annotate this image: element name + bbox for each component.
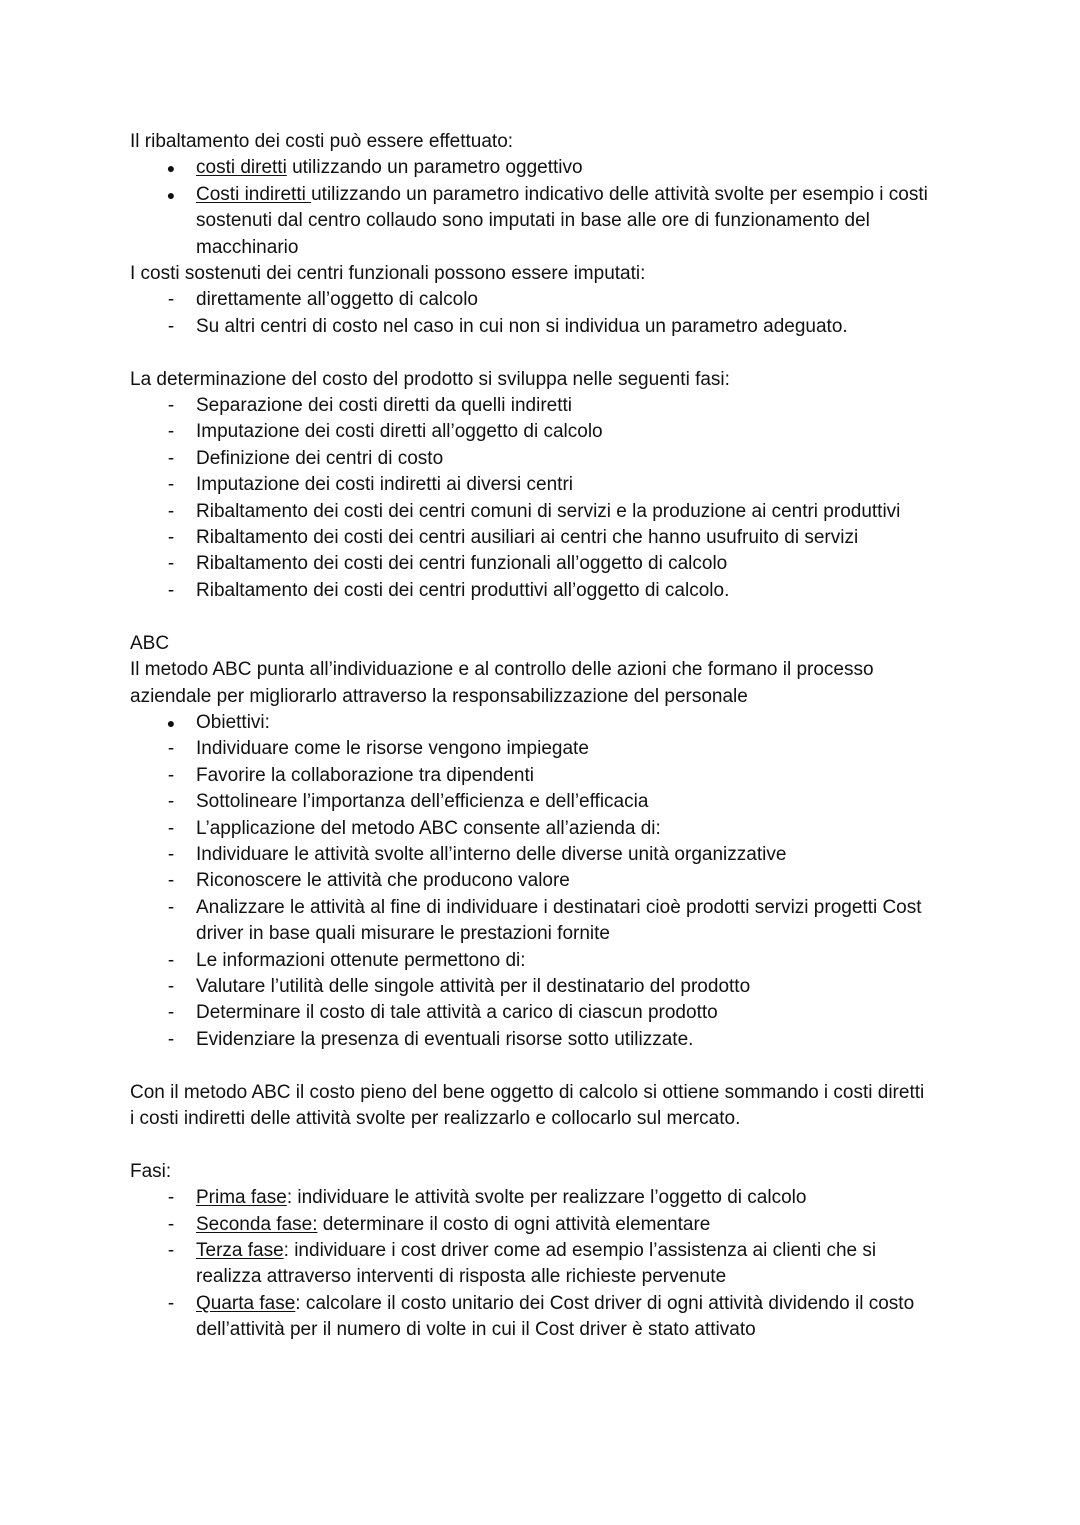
- section3-list: [130, 710, 990, 1053]
- list-item-text: Riconoscere le attività che producono valore: [196, 870, 570, 892]
- list-item: [130, 895, 990, 948]
- bullet-icon: ●: [166, 160, 176, 177]
- list-item: [130, 1238, 990, 1291]
- section1-intro: Il ribaltamento dei costi può essere effettuato:: [130, 131, 514, 152]
- list-item-text: Ribaltamento dei costi dei centri comuni di servizi e la produzione ai centri produttivi: [196, 500, 901, 522]
- list-item-text: direttamente all’oggetto di calcolo: [196, 289, 479, 311]
- list-item: [130, 525, 990, 551]
- list-item: [130, 551, 990, 577]
- dash-icon: -: [167, 791, 175, 813]
- dash-icon: -: [167, 738, 175, 760]
- section1-intro2: I costi sostenuti dei centri funzionali possono essere imputati:: [130, 263, 646, 285]
- spacer: [130, 604, 990, 630]
- list-item: [130, 155, 990, 181]
- bullet-icon: ●: [166, 714, 176, 731]
- dash-icon: -: [167, 527, 175, 549]
- list-item: [130, 736, 990, 762]
- section2-intro: La determinazione del costo del prodotto si sviluppa nelle seguenti fasi:: [130, 368, 730, 390]
- list-item: [130, 710, 990, 736]
- section4-paragraph: Con il metodo ABC il costo pieno del bene oggetto di calcolo si ottiene sommando i costi diretti i costi indiretti delle attività svolte per realizzarlo e collocarlo sul mercato.: [130, 1081, 925, 1129]
- list-item-text: Imputazione dei costi diretti all’oggetto di calcolo: [196, 421, 603, 443]
- dash-icon: -: [167, 975, 175, 997]
- list-item-text: Determinare il costo di tale attività a carico di ciascun prodotto: [196, 1002, 718, 1024]
- phases-list: [130, 1185, 990, 1343]
- list-item: [130, 1291, 990, 1344]
- dash-icon: -: [167, 1292, 175, 1314]
- phase-text: : individuare le attività svolte per realizzare l’oggetto di calcolo: [286, 1187, 807, 1209]
- dash-icon: -: [167, 1028, 175, 1050]
- dash-icon: -: [167, 949, 175, 971]
- list-item: [130, 499, 990, 525]
- dash-icon: -: [167, 1187, 175, 1209]
- section-heading-fasi: Fasi:: [130, 1160, 172, 1182]
- list-item-text: utilizzando un parametro oggettivo: [286, 157, 583, 179]
- list-item-text: Individuare le attività svolte all’interno delle diverse unità organizzative: [196, 843, 787, 865]
- list-item: [130, 446, 990, 472]
- spacer: [130, 1053, 990, 1079]
- dash-icon: -: [167, 289, 175, 311]
- dash-icon: -: [167, 1213, 175, 1235]
- dash-icon: -: [167, 315, 175, 337]
- phase-label: Terza fase: [196, 1240, 284, 1261]
- list-item-text: Obiettivi:: [196, 711, 270, 733]
- document-page: [130, 129, 990, 1344]
- list-item: [130, 974, 990, 1000]
- list-item-text: Sottolineare l’importanza dell’efficienza e dell’efficacia: [196, 791, 649, 813]
- bullet-icon: ●: [166, 186, 176, 203]
- dash-icon: -: [167, 395, 175, 417]
- dash-icon: -: [167, 1002, 175, 1024]
- dash-icon: -: [167, 500, 175, 522]
- list-item-text: Ribaltamento dei costi dei centri funzionali all’oggetto di calcolo: [196, 553, 728, 575]
- phase-label: Quarta fase: [196, 1292, 296, 1314]
- phase-label: Seconda fase:: [196, 1213, 318, 1235]
- list-item: [130, 287, 990, 313]
- list-item-text: Su altri centri di costo nel caso in cui non si individua un parametro adeguato.: [196, 315, 848, 337]
- list-item: [130, 763, 990, 789]
- section2-list: [130, 393, 990, 604]
- list-item: [130, 314, 990, 340]
- list-item-text: Definizione dei centri di costo: [196, 447, 444, 469]
- section1-dash-list: [130, 287, 990, 340]
- section1-bullet-list: [130, 155, 990, 261]
- list-item: [130, 578, 990, 604]
- list-item: [130, 1185, 990, 1211]
- dash-icon: -: [167, 579, 175, 601]
- term-costi-indiretti: Costi indiretti: [196, 183, 312, 205]
- list-item: [130, 948, 990, 974]
- list-item-text: L’applicazione del metodo ABC consente all’azienda di:: [196, 817, 661, 839]
- list-item: [130, 789, 990, 815]
- list-item-text: Individuare come le risorse vengono impiegate: [196, 738, 589, 760]
- dash-icon: -: [167, 817, 175, 839]
- dash-icon: -: [167, 447, 175, 469]
- list-item-text: Analizzare le attività al fine di individuare i destinatari cioè prodotti servizi progetti Cost driver in base quali misurare le prestazioni fornite: [196, 896, 922, 945]
- dash-icon: -: [167, 896, 175, 918]
- section-heading-abc: ABC: [130, 632, 170, 654]
- list-item-text: utilizzando un parametro indicativo delle attività svolte per esempio i costi sostenuti dal centro collaudo sono imputati in base alle ore di funzionamento del macchinario: [196, 183, 928, 258]
- dash-icon: -: [167, 1240, 175, 1261]
- list-item-text: Ribaltamento dei costi dei centri ausiliari ai centri che hanno usufruito di servizi: [196, 527, 859, 549]
- list-item: [130, 868, 990, 894]
- list-item: [130, 842, 990, 868]
- phase-text: determinare il costo di ogni attività elementare: [317, 1213, 711, 1235]
- list-item: [130, 182, 990, 261]
- spacer: [130, 1132, 990, 1158]
- list-item: [130, 1000, 990, 1026]
- section3-paragraph: Il metodo ABC punta all’individuazione e al controllo delle azioni che formano il processo aziendale per migliorarlo attraverso la responsabilizzazione del personale: [130, 659, 874, 707]
- phase-text: : individuare i cost driver come ad esempio l’assistenza ai clienti che si realizza attraverso interventi di risposta alle richieste pervenute: [196, 1240, 877, 1288]
- list-item: [130, 816, 990, 842]
- list-item: [130, 419, 990, 445]
- term-costi-diretti: costi diretti: [196, 157, 287, 179]
- list-item-text: Evidenziare la presenza di eventuali risorse sotto utilizzate.: [196, 1028, 694, 1050]
- list-item: [130, 1212, 990, 1238]
- list-item-text: Ribaltamento dei costi dei centri produttivi all’oggetto di calcolo.: [196, 579, 730, 601]
- dash-icon: -: [167, 764, 175, 786]
- phase-text: : calcolare il costo unitario dei Cost driver di ogni attività dividendo il costo dell’attività per il numero di volte in cui il Cost driver è stato attivato: [196, 1292, 915, 1341]
- list-item: [130, 472, 990, 498]
- dash-icon: -: [167, 474, 175, 496]
- spacer: [130, 340, 990, 366]
- list-item-text: Valutare l’utilità delle singole attività per il destinatario del prodotto: [196, 975, 751, 997]
- list-item-text: Separazione dei costi diretti da quelli indiretti: [196, 395, 572, 417]
- phase-label: Prima fase: [196, 1187, 287, 1209]
- list-item: [130, 1027, 990, 1053]
- dash-icon: -: [167, 553, 175, 575]
- dash-icon: -: [167, 870, 175, 892]
- list-item: [130, 393, 990, 419]
- list-item-text: Le informazioni ottenute permettono di:: [196, 949, 526, 971]
- dash-icon: -: [167, 843, 175, 865]
- dash-icon: -: [167, 421, 175, 443]
- list-item-text: Imputazione dei costi indiretti ai diversi centri: [196, 474, 574, 496]
- list-item-text: Favorire la collaborazione tra dipendenti: [196, 764, 534, 786]
